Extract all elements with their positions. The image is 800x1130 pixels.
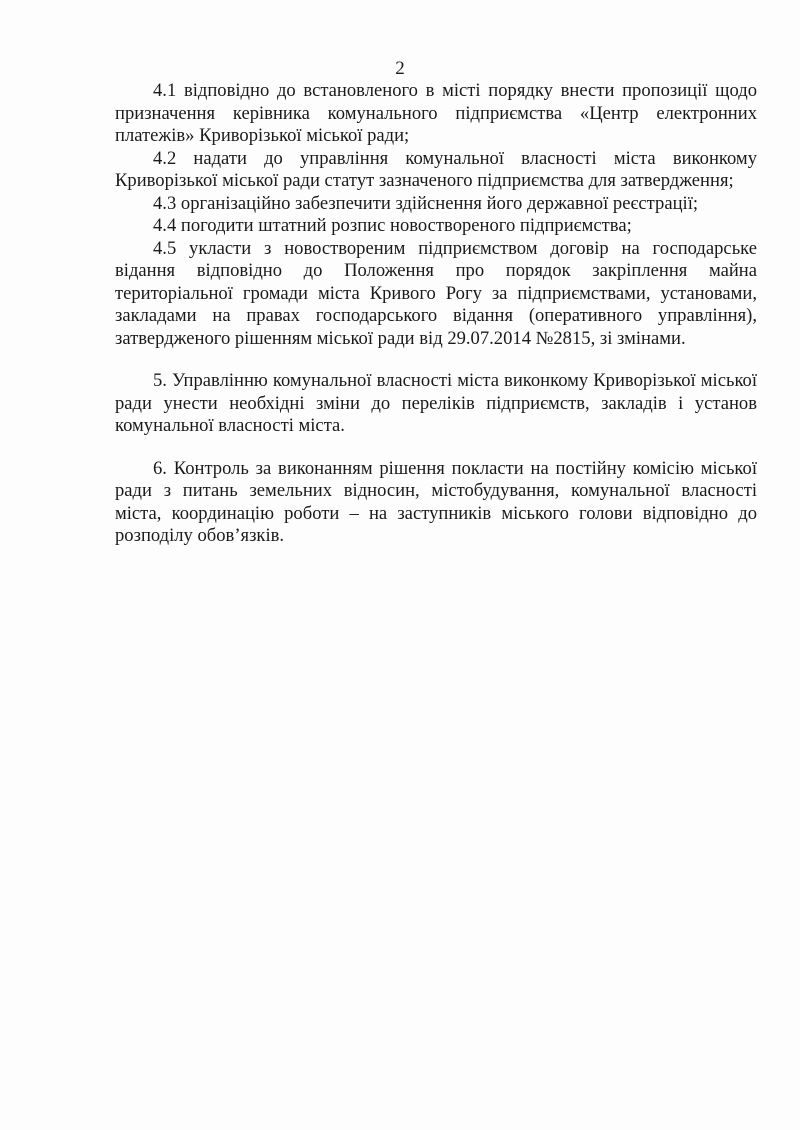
document-body (115, 80, 757, 548)
paragraph-4-2: 4.2 надати до управління комунальної власності міста виконкому Криворізької міської ради статут зазначеного підприємства для затвердження; (115, 147, 757, 191)
page-number: 2 (395, 58, 405, 79)
paragraph-4-4: 4.4 погодити штатний розпис новоствореного підприємства; (153, 215, 632, 236)
paragraph-6: 6. Контроль за виконанням рішення покласти на постійну комісію міської ради з питань земельних відносин, містобудування, комунальної власності міста, координацію роботи – на заступників міського голови відповідно до розподілу обов’язків. (115, 457, 757, 546)
paragraph-4-5: 4.5 укласти з новоствореним підприємством договір на господарське відання відповідно до Положення про порядок закріплення майна територіальної громади міста Кривого Рогу за підприємствами, установами, закладами на правах господарського відання (оперативного управління), затвердженого рішенням міської ради від 29.07.2014 №2815, зі змінами. (115, 237, 757, 349)
paragraph-5: 5. Управлінню комунальної власності міста виконкому Криворізької міської ради унести необхідні зміни до переліків підприємств, закладів і установ комунальної власності міста. (115, 370, 757, 436)
paragraph-4-3: 4.3 організаційно забезпечити здійснення його державної реєстрації; (153, 192, 699, 214)
paragraph-4-1: 4.1 відповідно до встановленого в місті порядку внести пропозиції щодо призначення керівника комунального підприємства «Центр електронних платежів» Криворізької міської ради; (115, 80, 757, 146)
